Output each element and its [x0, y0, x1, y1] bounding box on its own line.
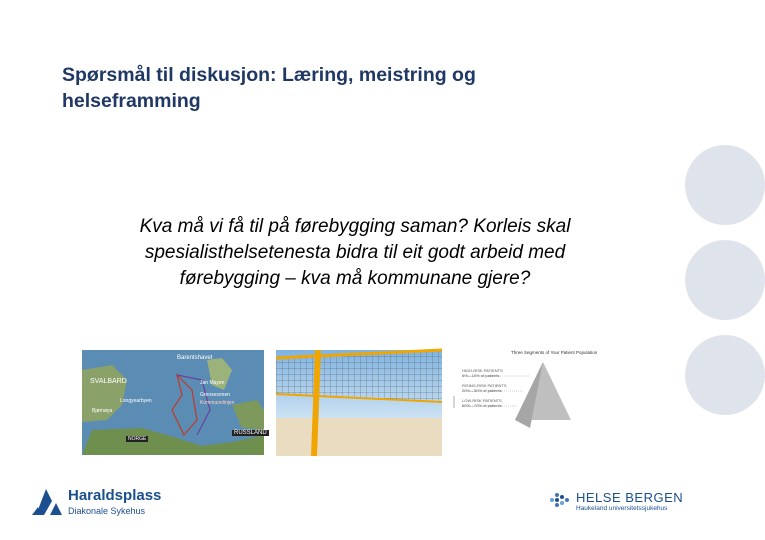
map-label-kommunelinjen: Kommunelinjen [200, 400, 235, 406]
pyramid-tier-low: LOW-RISK PATIENTS [462, 398, 502, 403]
pyramid-tier-rising-share: 20%—30% of patients [462, 388, 502, 393]
helse-bergen-name: HELSE BERGEN [576, 490, 684, 505]
slide-title: Spørsmål til diskusjon: Læring, meistring og helseframming [62, 64, 476, 112]
helse-bergen-logo-icon [548, 490, 572, 510]
map-label-jan-mayen: Jan Mayen [200, 380, 225, 386]
pyramid-heading: Three Segments of Your Patient Population [511, 350, 598, 355]
discussion-question: Kva må vi få til på førebygging saman? Korleis skal spesialisthelsetenesta bidra til eit godt arbeid med førebygging – kva må kommunane gjere? [139, 216, 571, 289]
haraldsplass-logo [30, 485, 180, 521]
haraldsplass-subtitle: Diakonale Sykehus [68, 506, 146, 516]
map-label-bjornoya: Bjørnøya [92, 408, 113, 414]
map-label-russland: RUSSLAND [234, 430, 267, 436]
decor-circle-bottom [685, 335, 765, 415]
map-label-barentshavet: Barentshavet [177, 355, 213, 361]
pyramid-tier-rising: RISING-RISK PATIENTS [462, 383, 507, 388]
pyramid-tier-high: HIGH-RISK PATIENTS [462, 368, 503, 373]
decor-circle-top [685, 145, 765, 225]
map-label-norge: NORGE [128, 436, 147, 442]
haraldsplass-logo-icon [30, 485, 64, 519]
decor-circle-middle [685, 240, 765, 320]
map-label-grensesonen: Grensesonen [200, 392, 231, 398]
map-label-svalbard: SVALBARD [90, 378, 127, 385]
helse-bergen-logo [548, 490, 708, 516]
helse-bergen-subtitle: Haukeland universitetssjukehus [576, 505, 668, 512]
haraldsplass-name: Haraldsplass [68, 487, 162, 504]
pyramid-tier-high-share: 5%—10% of patients [462, 373, 500, 378]
map-label-longyearbyen: Longyearbyen [120, 398, 152, 404]
pyramid-tier-low-share: 60%—70% of patients [462, 403, 502, 408]
patient-pyramid-image [452, 350, 598, 456]
map-image [82, 350, 267, 455]
volleyball-net-image [276, 350, 442, 456]
